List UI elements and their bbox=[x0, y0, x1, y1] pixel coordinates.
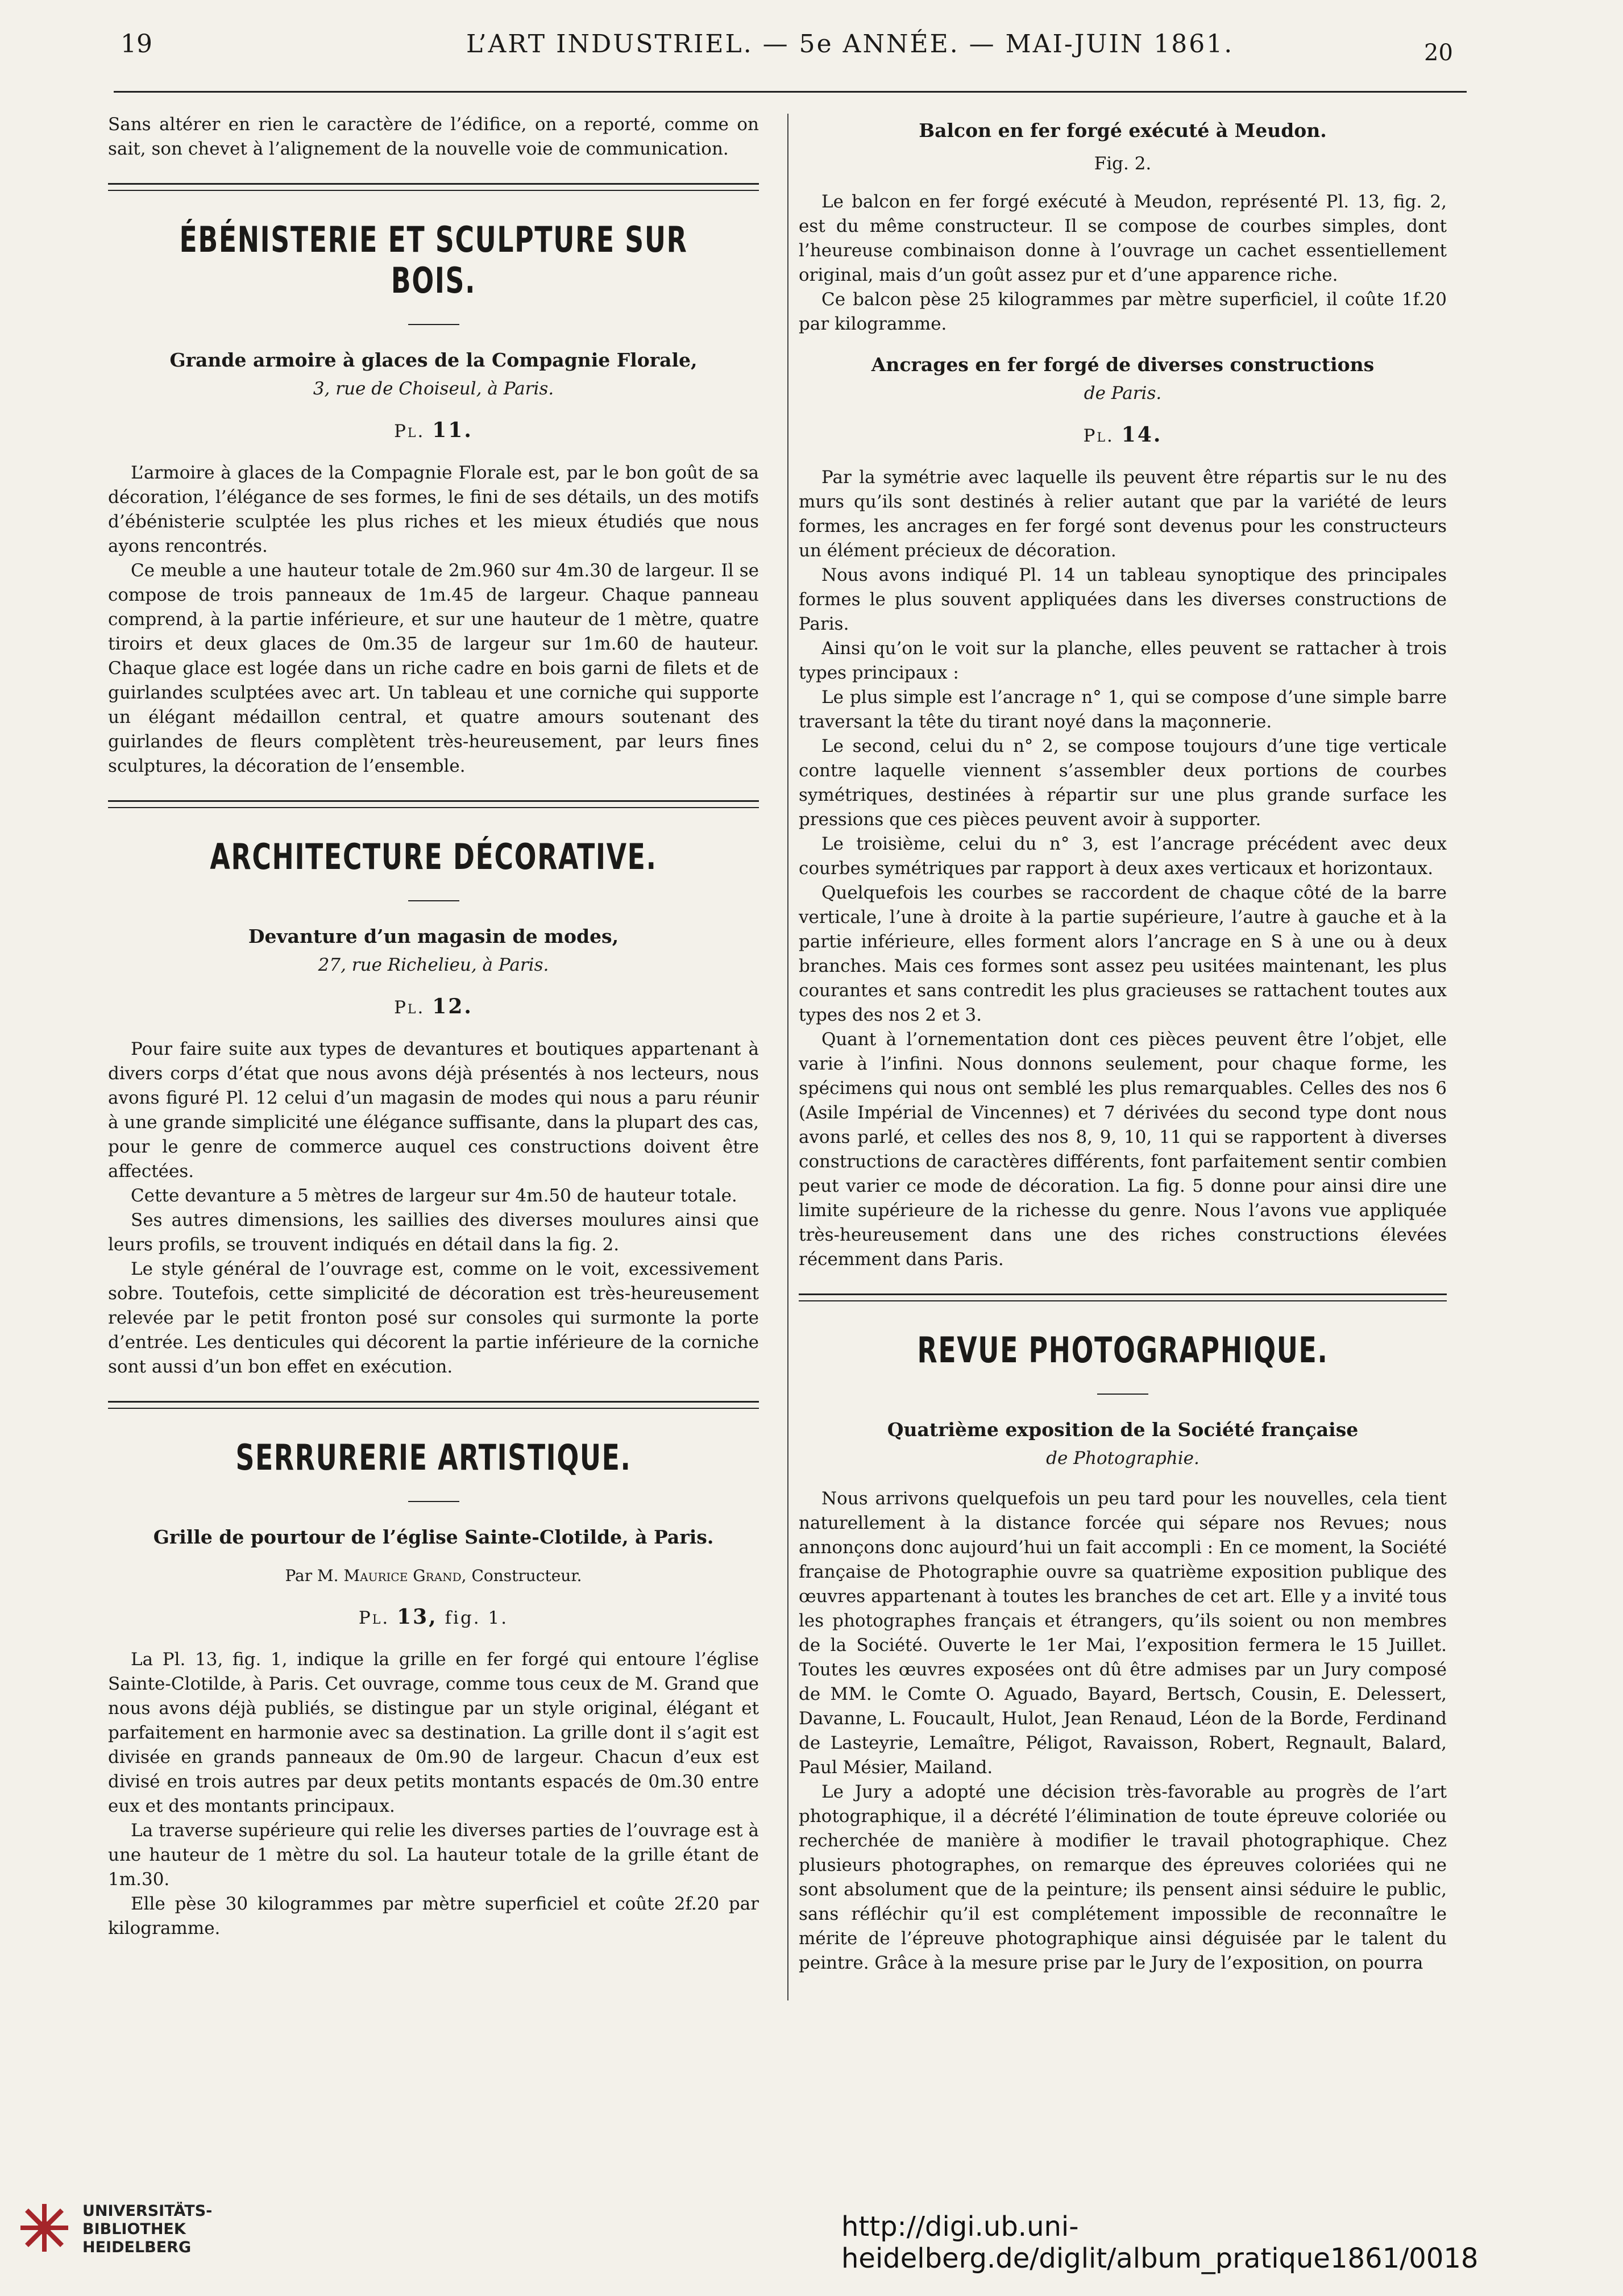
article-subhead: Quatrième exposition de la Société française bbox=[887, 1419, 1359, 1441]
paragraph: Par la symétrie avec laquelle ils peuvent être répartis sur le nu des murs qu’ils sont destinés à relier autant que par la variété de leurs formes, les ancrages en fer forgé sont devenus pour les constructeurs un élément précieux de décoration. bbox=[799, 467, 1447, 561]
section-title-serrurerie: SERRURERIE ARTISTIQUE. bbox=[235, 1437, 632, 1478]
section-title-revue-photographique: REVUE PHOTOGRAPHIQUE. bbox=[917, 1329, 1329, 1371]
paragraph: Ce balcon pèse 25 kilogrammes par mètre superficiel, il coûte 1f.20 par kilogramme. bbox=[799, 289, 1447, 334]
paragraph: La traverse supérieure qui relie les diverses parties de l’ouvrage est à une hauteur de 1 mètre du sol. La hauteur totale de la grille étant de 1m.30. bbox=[108, 1820, 759, 1890]
article-subhead: Devanture d’un magasin de modes, bbox=[248, 925, 619, 947]
section-rule bbox=[799, 1293, 1447, 1301]
article-address: 27, rue Richelieu, à Paris. bbox=[318, 955, 549, 975]
section-title-ebenisterie: ÉBÉNISTERIE ET SCULPTURE SUR BOIS. bbox=[179, 219, 688, 301]
page-header bbox=[0, 0, 1623, 85]
paragraph: Quelquefois les courbes se raccordent de chaque côté de la barre verticale, l’une à droite à la partie supérieure, l’autre à gauche et à la partie inférieure, elles forment alors l’ancrage en S à une ou à deux branches. Mais ces formes sont assez peu usitées maintenant, les plus courantes et sans contredit les plus gracieuses se rattachent toutes aux types des nos 2 et 3. bbox=[799, 883, 1447, 1025]
title-rule bbox=[408, 900, 459, 901]
paragraph: Le balcon en fer forgé exécuté à Meudon, représenté Pl. 13, fig. 2, est du même constructeur. Il se compose de courbes simples, dont l’heureuse combinaison donne à l’ouvrage un cachet essentiellement original, mais d’un goût assez pur et d’une apparence riche. bbox=[799, 192, 1447, 285]
page-footer bbox=[0, 2160, 1623, 2296]
paragraph: Ce meuble a une hauteur totale de 2m.960 sur 4m.30 de largeur. Il se compose de trois panneaux de 1m.45 de largeur. Chaque panneau comprend, à la partie inférieure, et sur une hauteur de 1 mètre, quatre tiroirs et deux glaces de 0m.35 de largeur sur 1m.60 de hauteur. Chaque glace est logée dans un riche cadre en bois garni de filets et de guirlandes sculptées avec art. Un tableau et une corniche qui supporte un élégant médaillon central, et quatre amours soutenant des guirlandes de fleurs complètent très-heureusement, par leurs fines sculptures, la décoration de l’ensemble. bbox=[108, 560, 759, 776]
section-rule bbox=[108, 183, 759, 191]
paragraph: Le plus simple est l’ancrage n° 1, qui se compose d’une simple barre traversant la tête du tirant noyé dans la maçonnerie. bbox=[799, 687, 1447, 732]
paragraph: Ses autres dimensions, les saillies des diverses moulures ainsi que leurs profils, se trouvent indiqués en détail dans la fig. 2. bbox=[108, 1210, 759, 1255]
plate-reference: Pl. 11. bbox=[394, 418, 473, 442]
paragraph: La Pl. 13, fig. 1, indique la grille en fer forgé qui entoure l’église Sainte-Clotilde, à Paris. Cet ouvrage, comme tous ceux de M. Grand que nous avons déjà publiés, se distingue par un style original, élégant et parfaitement en harmonie avec sa destination. La grille dont il s’agit est divisée en grands panneaux de 0m.90 de largeur. Chacun d’eux est divisé en trois autres par deux petits montants espacés de 0m.30 entre eux et des montants principaux. bbox=[108, 1649, 759, 1816]
source-url-link[interactable]: http://digi.ub.uni-heidelberg.de/diglit/album_pratique1861/0018 bbox=[841, 2211, 1479, 2274]
article-subhead: Balcon en fer forgé exécuté à Meudon. bbox=[919, 119, 1327, 142]
paragraph: Elle pèse 30 kilogrammes par mètre superficiel et coûte 2f.20 par kilogramme. bbox=[108, 1894, 759, 1939]
plate-reference: Pl. 12. bbox=[394, 995, 473, 1018]
paragraph: L’armoire à glaces de la Compagnie Florale est, par le bon goût de sa décoration, l’élégance de ses formes, le fini de ses détails, un des motifs d’ébénisterie sculptée les plus riches et les mieux étudiés que nous ayons rencontrés. bbox=[108, 463, 759, 556]
paragraph: Cette devanture a 5 mètres de largeur sur 4m.50 de hauteur totale. bbox=[131, 1186, 737, 1206]
column-divider bbox=[787, 114, 788, 2000]
paragraph: Le Jury a adopté une décision très-favorable au progrès de l’art photographique, il a décrété l’élimination de toute épreuve coloriée ou recherchée de manière à modifier le travail photographique. Chez plusieurs photographes, on remarque des épreuves coloriées qui ne sont absolument que de la peinture; ils pensent ainsi séduire le public, sans réfléchir qu’il est complétement impossible de reconnaître le mérite de l’épreuve photographique ainsi déguisée par le talent du peintre. Grâce à la mesure prise par le Jury de l’exposition, on pourra bbox=[799, 1782, 1447, 1973]
plate-reference: Pl. 13, fig. 1. bbox=[358, 1605, 509, 1629]
paragraph: Le style général de l’ouvrage est, comme on le voit, excessivement sobre. Toutefois, cette simplicité de décoration est très-heureusement relevée par le petit fronton posé sur consoles qui surmonte la porte d’entrée. Les denticules qui décorent la partie inférieure de la corniche sont aussi d’un bon effet en exécution. bbox=[108, 1259, 759, 1377]
paragraph: Quant à l’ornementation dont ces pièces peuvent être l’objet, elle varie à l’infini. Nous donnons seulement, pour chaque forme, les spécimens qui nous ont semblé les plus remarquables. Celles des nos 6 (Asile Impérial de Vincennes) et 7 dérivées du second type dont nous avons parlé, et celles des nos 8, 9, 10, 11 qui se rapportent à diverses constructions de caractères différents, font parfaitement sentir combien peut varier ce mode de décoration. La fig. 5 donne pour ainsi dire une limite supérieure de la richesse du genre. Nous l’avons vue appliquée très-heureusement dans une des riches constructions élevées récemment dans Paris. bbox=[799, 1029, 1447, 1270]
title-rule bbox=[408, 1501, 459, 1502]
paragraph: Nous arrivons quelquefois un peu tard pour les nouvelles, cela tient naturellement à la distance forcée qui sépare nos Revues; nous annonçons donc aujourd’hui un fait accompli : En ce moment, la Société française de Photographie ouvre sa quatrième exposition publique des œuvres appartenant à toutes les branches de cet art. Elle y a invité tous les photographes français et étrangers, qu’ils soient ou non membres de la Société. Ouverte le 1er Mai, l’exposition fermera le 15 Juillet. Toutes les œuvres exposées ont dû être admises par un Jury composé de MM. le Comte O. Aguado, Bayard, Bertsch, Cousin, E. Delessert, Davanne, L. Foucault, Hulot, Jean Renaud, Léon de la Borde, Ferdinand de Lasteyrie, Lemaître, Péligot, Ravaisson, Robert, Regnault, Balard, Paul Mésier, Mailand. bbox=[799, 1488, 1447, 1778]
running-title: L’ART INDUSTRIEL. — 5e ANNÉE. — MAI-JUIN 1861. bbox=[466, 30, 1234, 59]
paragraph: Ainsi qu’on le voit sur la planche, elles peuvent se rattacher à trois types principaux : bbox=[799, 638, 1447, 683]
library-logo-text: UNIVERSITÄTS- BIBLIOTHEK HEIDELBERG bbox=[82, 2202, 213, 2256]
section-rule bbox=[108, 1401, 759, 1409]
article-subhead: Ancrages en fer forgé de diverses constructions bbox=[871, 353, 1375, 376]
title-rule bbox=[1097, 1394, 1148, 1395]
page-number-left: 19 bbox=[121, 30, 152, 59]
left-column bbox=[108, 113, 759, 1941]
paragraph: Pour faire suite aux types de devantures et boutiques appartenant à divers corps d’état que nous avons déjà présentés à nos lecteurs, nous avons figuré Pl. 12 celui d’un magasin de modes qui nous a paru réunir à une grande simplicité une élégance suffisante, dans la plupart des cas, pour le genre de commerce auquel ces constructions doivent être affectées. bbox=[108, 1039, 759, 1182]
article-subhead: Grande armoire à glaces de la Compagnie Florale, bbox=[169, 349, 698, 371]
page-number-right: 20 bbox=[1424, 40, 1453, 66]
article-address: de Paris. bbox=[1084, 383, 1162, 404]
article-credit: Par M. Maurice Grand, Constructeur. bbox=[285, 1566, 582, 1585]
figure-reference: Fig. 2. bbox=[1094, 153, 1152, 174]
plate-reference: Pl. 14. bbox=[1083, 423, 1163, 447]
section-rule bbox=[108, 800, 759, 808]
right-column bbox=[799, 118, 1447, 1975]
paragraph: Le second, celui du n° 2, se compose toujours d’une tige verticale contre laquelle viennent s’assembler deux portions de courbes symétriques, destinées à répartir sur une plus grande surface les pressions que ces pièces peuvent avoir à supporter. bbox=[799, 736, 1447, 830]
paragraph: Nous avons indiqué Pl. 14 un tableau synoptique des principales formes le plus souvent appliquées dans les diverses constructions de Paris. bbox=[799, 565, 1447, 634]
header-rule bbox=[114, 91, 1467, 93]
intro-paragraph: Sans altérer en rien le caractère de l’édifice, on a reporté, comme on sait, son chevet à l’alignement de la nouvelle voie de communication. bbox=[108, 114, 759, 159]
paragraph: Le troisième, celui du n° 3, est l’ancrage précédent avec deux courbes symétriques par rapport à deux axes verticaux et horizontaux. bbox=[799, 834, 1447, 879]
article-address: 3, rue de Choiseul, à Paris. bbox=[313, 378, 554, 399]
section-title-architecture: ARCHITECTURE DÉCORATIVE. bbox=[210, 836, 657, 877]
article-subhead: Grille de pourtour de l’église Sainte-Clotilde, à Paris. bbox=[153, 1526, 714, 1548]
article-subline: de Photographie. bbox=[1046, 1448, 1199, 1469]
library-logo-icon bbox=[17, 2201, 72, 2255]
title-rule bbox=[408, 324, 459, 325]
